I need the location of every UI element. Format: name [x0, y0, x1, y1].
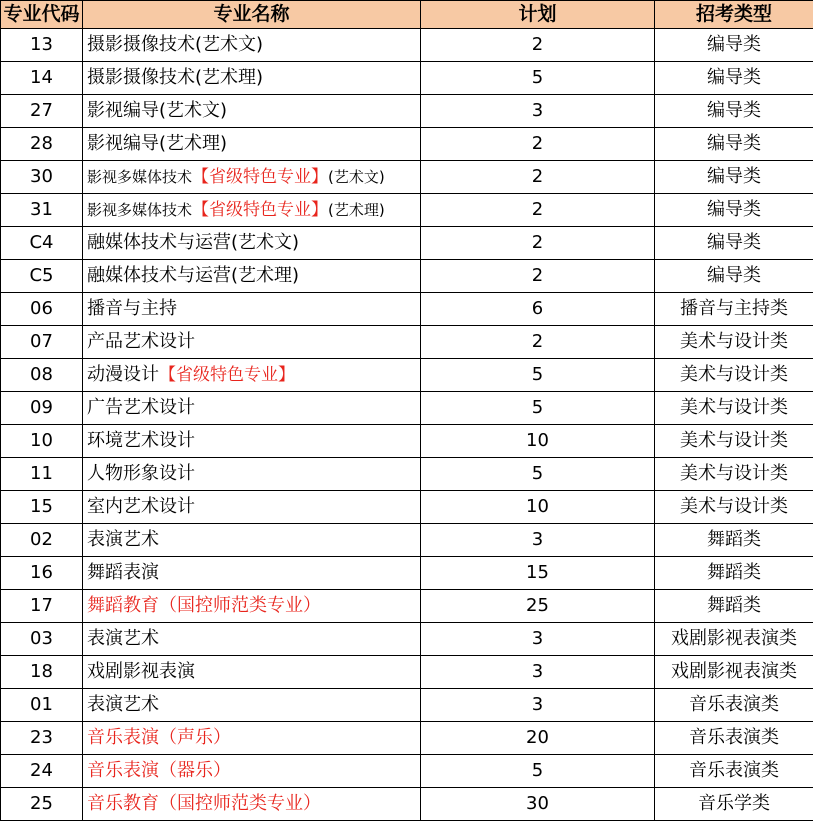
- cell-type: 美术与设计类: [655, 392, 813, 425]
- cell-code: 30: [1, 161, 83, 194]
- table-row: [1, 293, 813, 326]
- cell-name: 影视编导(艺术文): [83, 95, 421, 128]
- featured-major-tag: 【省级特色专业】: [192, 200, 329, 220]
- cell-code: 03: [1, 623, 83, 656]
- cell-plan: 10: [421, 425, 655, 458]
- cell-name: 播音与主持: [83, 293, 421, 326]
- cell-type: 播音与主持类: [655, 293, 813, 326]
- cell-code: 25: [1, 788, 83, 821]
- cell-name: 表演艺术: [83, 689, 421, 722]
- table-row: [1, 161, 813, 194]
- cell-code: 16: [1, 557, 83, 590]
- cell-name: 产品艺术设计: [83, 326, 421, 359]
- cell-name: 戏剧影视表演: [83, 656, 421, 689]
- cell-plan: 5: [421, 458, 655, 491]
- cell-type: 舞蹈类: [655, 524, 813, 557]
- table-row: [1, 590, 813, 623]
- cell-code: 08: [1, 359, 83, 392]
- table-row: [1, 557, 813, 590]
- table-row: [1, 194, 813, 227]
- table-row: [1, 788, 813, 821]
- cell-type: 舞蹈类: [655, 590, 813, 623]
- cell-plan: 20: [421, 722, 655, 755]
- cell-type: 音乐表演类: [655, 755, 813, 788]
- cell-name: 表演艺术: [83, 623, 421, 656]
- cell-name: 广告艺术设计: [83, 392, 421, 425]
- cell-type: 编导类: [655, 128, 813, 161]
- table-row: [1, 260, 813, 293]
- table-row: [1, 128, 813, 161]
- table-row: [1, 524, 813, 557]
- cell-plan: 2: [421, 227, 655, 260]
- cell-type: 编导类: [655, 194, 813, 227]
- header-name: 专业名称: [83, 1, 421, 29]
- featured-major-tag: 【省级特色专业】: [192, 167, 329, 187]
- cell-plan: 5: [421, 359, 655, 392]
- major-name: 动漫设计: [87, 364, 159, 385]
- cell-type: 音乐表演类: [655, 722, 813, 755]
- cell-type: 美术与设计类: [655, 491, 813, 524]
- cell-plan: 6: [421, 293, 655, 326]
- cell-type: 美术与设计类: [655, 359, 813, 392]
- cell-plan: 2: [421, 260, 655, 293]
- table-row: [1, 326, 813, 359]
- cell-type: 编导类: [655, 227, 813, 260]
- cell-name: [83, 194, 421, 227]
- cell-type: 美术与设计类: [655, 326, 813, 359]
- cell-type: 编导类: [655, 95, 813, 128]
- major-name: 影视多媒体技术: [87, 168, 193, 186]
- table-row: [1, 458, 813, 491]
- cell-plan: 5: [421, 62, 655, 95]
- cell-code: 09: [1, 392, 83, 425]
- cell-name: [83, 161, 421, 194]
- cell-plan: 2: [421, 194, 655, 227]
- cell-code: 18: [1, 656, 83, 689]
- cell-name: 融媒体技术与运营(艺术文): [83, 227, 421, 260]
- cell-code: C4: [1, 227, 83, 260]
- cell-name: 影视编导(艺术理): [83, 128, 421, 161]
- cell-name: 人物形象设计: [83, 458, 421, 491]
- cell-name: 环境艺术设计: [83, 425, 421, 458]
- cell-code: 06: [1, 293, 83, 326]
- cell-type: 编导类: [655, 29, 813, 62]
- cell-type: 舞蹈类: [655, 557, 813, 590]
- cell-name: [83, 359, 421, 392]
- cell-code: 28: [1, 128, 83, 161]
- cell-name: 摄影摄像技术(艺术理): [83, 62, 421, 95]
- cell-type: 编导类: [655, 260, 813, 293]
- cell-plan: 3: [421, 623, 655, 656]
- major-name: 影视多媒体技术: [87, 201, 193, 219]
- cell-plan: 3: [421, 689, 655, 722]
- cell-plan: 15: [421, 557, 655, 590]
- table-body: [1, 29, 813, 821]
- major-suffix: (艺术理): [328, 201, 385, 219]
- cell-code: 07: [1, 326, 83, 359]
- header-row: [1, 1, 813, 29]
- cell-code: 31: [1, 194, 83, 227]
- cell-code: 14: [1, 62, 83, 95]
- cell-type: 编导类: [655, 161, 813, 194]
- header-code: 专业代码: [1, 1, 83, 29]
- cell-code: 01: [1, 689, 83, 722]
- cell-plan: 2: [421, 161, 655, 194]
- cell-type: 编导类: [655, 62, 813, 95]
- cell-type: 音乐学类: [655, 788, 813, 821]
- table-row: [1, 29, 813, 62]
- cell-plan: 3: [421, 524, 655, 557]
- cell-code: 02: [1, 524, 83, 557]
- cell-type: 戏剧影视表演类: [655, 656, 813, 689]
- table-row: [1, 359, 813, 392]
- header-plan: 计划: [421, 1, 655, 29]
- cell-name: 舞蹈表演: [83, 557, 421, 590]
- table-row: [1, 227, 813, 260]
- cell-name: 融媒体技术与运营(艺术理): [83, 260, 421, 293]
- cell-name: 音乐教育（国控师范类专业）: [83, 788, 421, 821]
- cell-code: 24: [1, 755, 83, 788]
- cell-plan: 30: [421, 788, 655, 821]
- cell-code: 23: [1, 722, 83, 755]
- table-row: [1, 722, 813, 755]
- table-row: [1, 656, 813, 689]
- cell-type: 美术与设计类: [655, 425, 813, 458]
- cell-plan: 2: [421, 326, 655, 359]
- cell-plan: 25: [421, 590, 655, 623]
- table-row: [1, 392, 813, 425]
- table-row: [1, 95, 813, 128]
- cell-code: 13: [1, 29, 83, 62]
- cell-name: 表演艺术: [83, 524, 421, 557]
- cell-name: 音乐表演（器乐）: [83, 755, 421, 788]
- cell-code: 10: [1, 425, 83, 458]
- cell-plan: 5: [421, 755, 655, 788]
- table-row: [1, 755, 813, 788]
- cell-plan: 10: [421, 491, 655, 524]
- table-row: [1, 491, 813, 524]
- cell-type: 音乐表演类: [655, 689, 813, 722]
- cell-code: C5: [1, 260, 83, 293]
- cell-plan: 3: [421, 95, 655, 128]
- cell-name: 摄影摄像技术(艺术文): [83, 29, 421, 62]
- header-type: 招考类型: [655, 1, 813, 29]
- cell-plan: 3: [421, 656, 655, 689]
- featured-major-tag: 【省级特色专业】: [159, 365, 295, 385]
- cell-plan: 2: [421, 29, 655, 62]
- cell-name: 舞蹈教育（国控师范类专业）: [83, 590, 421, 623]
- cell-plan: 5: [421, 392, 655, 425]
- cell-code: 11: [1, 458, 83, 491]
- cell-code: 27: [1, 95, 83, 128]
- cell-name: 音乐表演（声乐）: [83, 722, 421, 755]
- cell-code: 17: [1, 590, 83, 623]
- cell-plan: 2: [421, 128, 655, 161]
- cell-type: 美术与设计类: [655, 458, 813, 491]
- table-row: [1, 689, 813, 722]
- cell-name: 室内艺术设计: [83, 491, 421, 524]
- table-row: [1, 623, 813, 656]
- table-row: [1, 425, 813, 458]
- cell-code: 15: [1, 491, 83, 524]
- major-suffix: (艺术文): [328, 168, 385, 186]
- table-row: [1, 62, 813, 95]
- cell-type: 戏剧影视表演类: [655, 623, 813, 656]
